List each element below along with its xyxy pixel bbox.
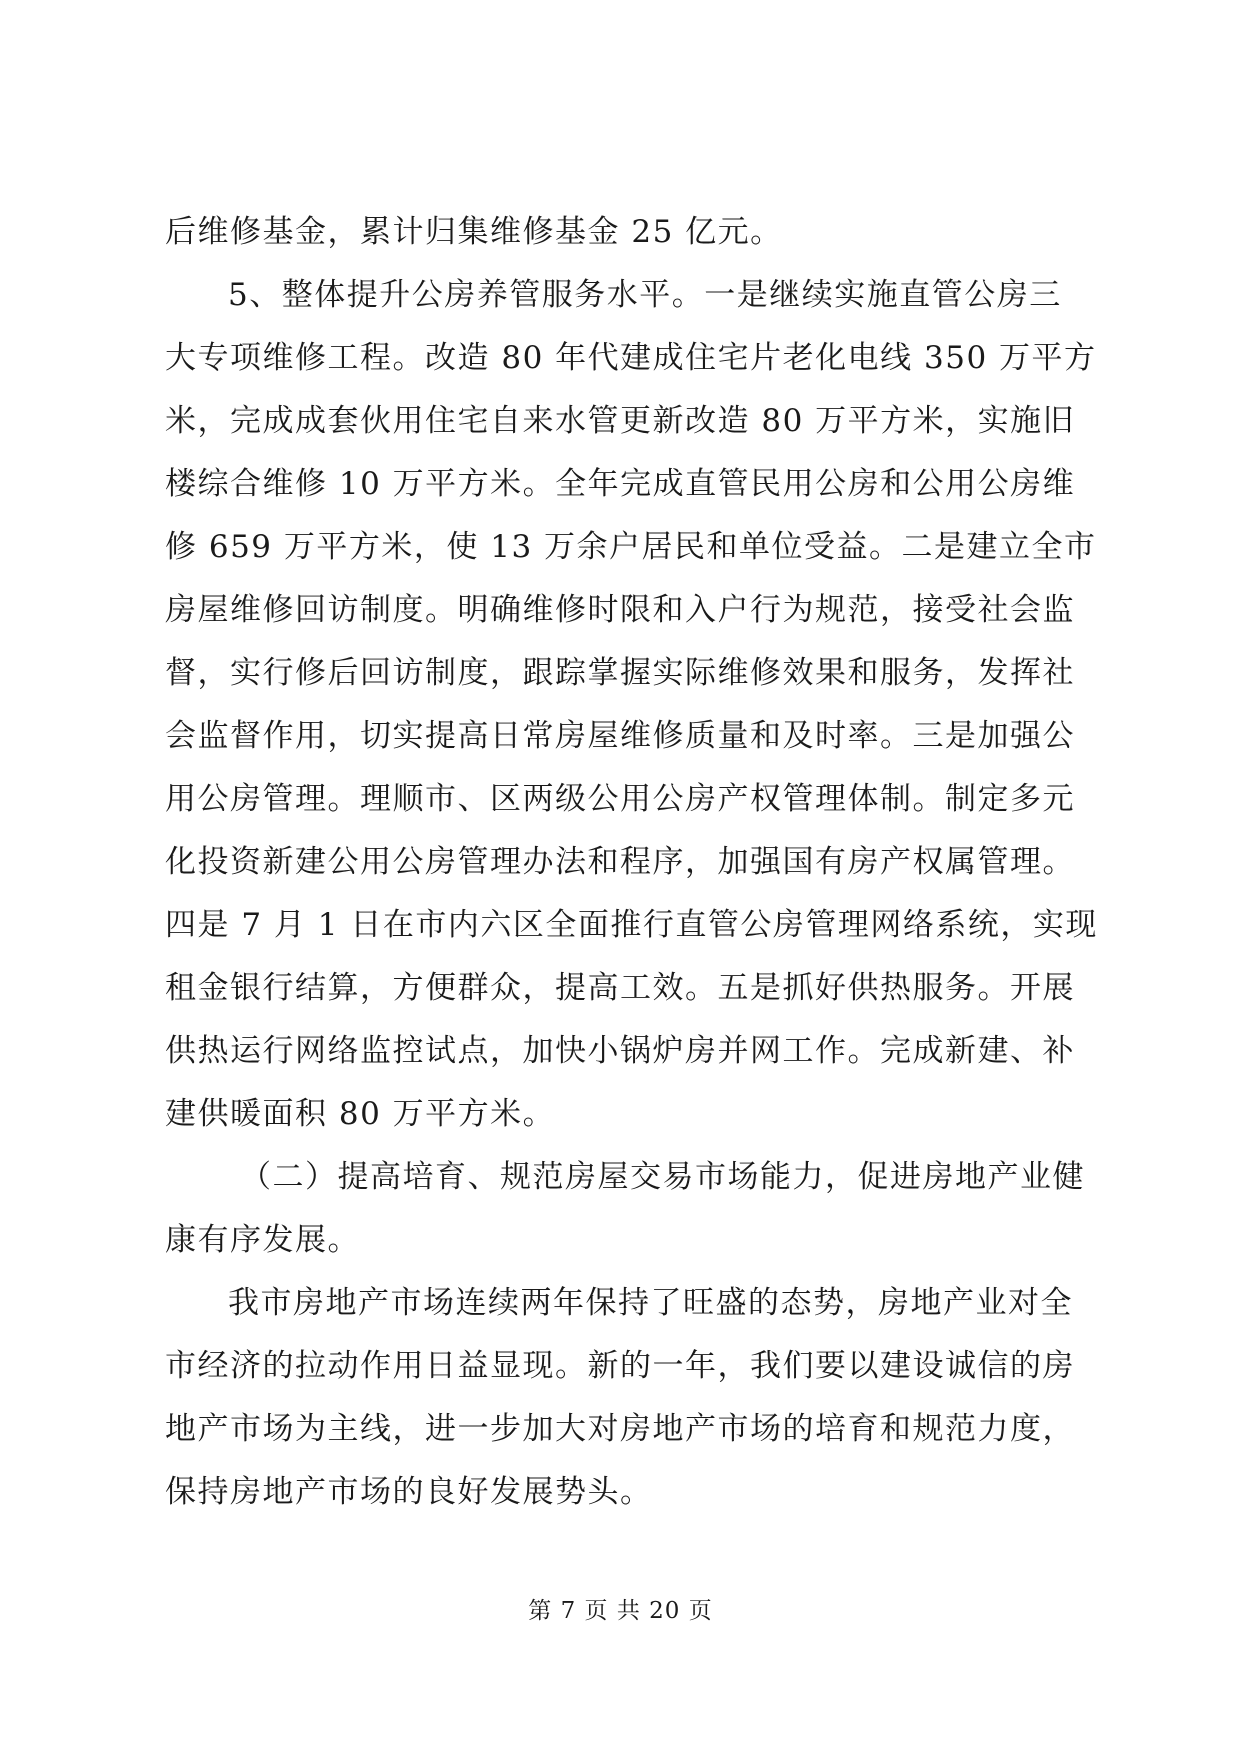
text-line: 地产市场为主线，进一步加大对房地产市场的培育和规范力度， bbox=[165, 1411, 1075, 1447]
text-line: 供热运行网络监控试点，加快小锅炉房并网工作。完成新建、补 bbox=[165, 1033, 1075, 1069]
text-line: 大专项维修工程。改造 80 年代建成住宅片老化电线 350 万平方 bbox=[165, 340, 1097, 376]
text-line: 米，完成成套伙用住宅自来水管更新改造 80 万平方米，实施旧 bbox=[165, 403, 1076, 439]
text-line: 修 659 万平方米，使 13 万余户居民和单位受益。二是建立全市 bbox=[165, 529, 1097, 565]
section-heading: （二）提高培育、规范房屋交易市场能力，促进房地产业健 bbox=[240, 1159, 1085, 1195]
text-line: 房屋维修回访制度。明确维修时限和入户行为规范，接受社会监 bbox=[165, 592, 1075, 628]
text-line: 保持房地产市场的良好发展势头。 bbox=[165, 1474, 653, 1510]
text-line: 楼综合维修 10 万平方米。全年完成直管民用公房和公用公房维 bbox=[165, 466, 1076, 502]
text-line: 租金银行结算，方便群众，提高工效。五是抓好供热服务。开展 bbox=[165, 970, 1075, 1006]
text-line: 督，实行修后回访制度，跟踪掌握实际维修效果和服务，发挥社 bbox=[165, 655, 1075, 691]
text-line: 我市房地产市场连续两年保持了旺盛的态势，房地产业对全 bbox=[228, 1285, 1073, 1321]
text-line: 5、整体提升公房养管服务水平。一是继续实施直管公房三 bbox=[228, 277, 1062, 313]
text-line: 化投资新建公用公房管理办法和程序，加强国有房产权属管理。 bbox=[165, 844, 1075, 880]
text-line: 后维修基金，累计归集维修基金 25 亿元。 bbox=[165, 214, 783, 250]
text-line: 四是 7 月 1 日在市内六区全面推行直管公房管理网络系统，实现 bbox=[165, 907, 1098, 943]
text-line: 建供暖面积 80 万平方米。 bbox=[165, 1096, 556, 1132]
text-line: 用公房管理。理顺市、区两级公用公房产权管理体制。制定多元 bbox=[165, 781, 1075, 817]
text-line: 市经济的拉动作用日益显现。新的一年，我们要以建设诚信的房 bbox=[165, 1348, 1075, 1384]
text-line: 康有序发展。 bbox=[165, 1222, 360, 1258]
text-line: 会监督作用，切实提高日常房屋维修质量和及时率。三是加强公 bbox=[165, 718, 1075, 754]
page-number-footer: 第 7 页 共 20 页 bbox=[528, 1598, 713, 1624]
